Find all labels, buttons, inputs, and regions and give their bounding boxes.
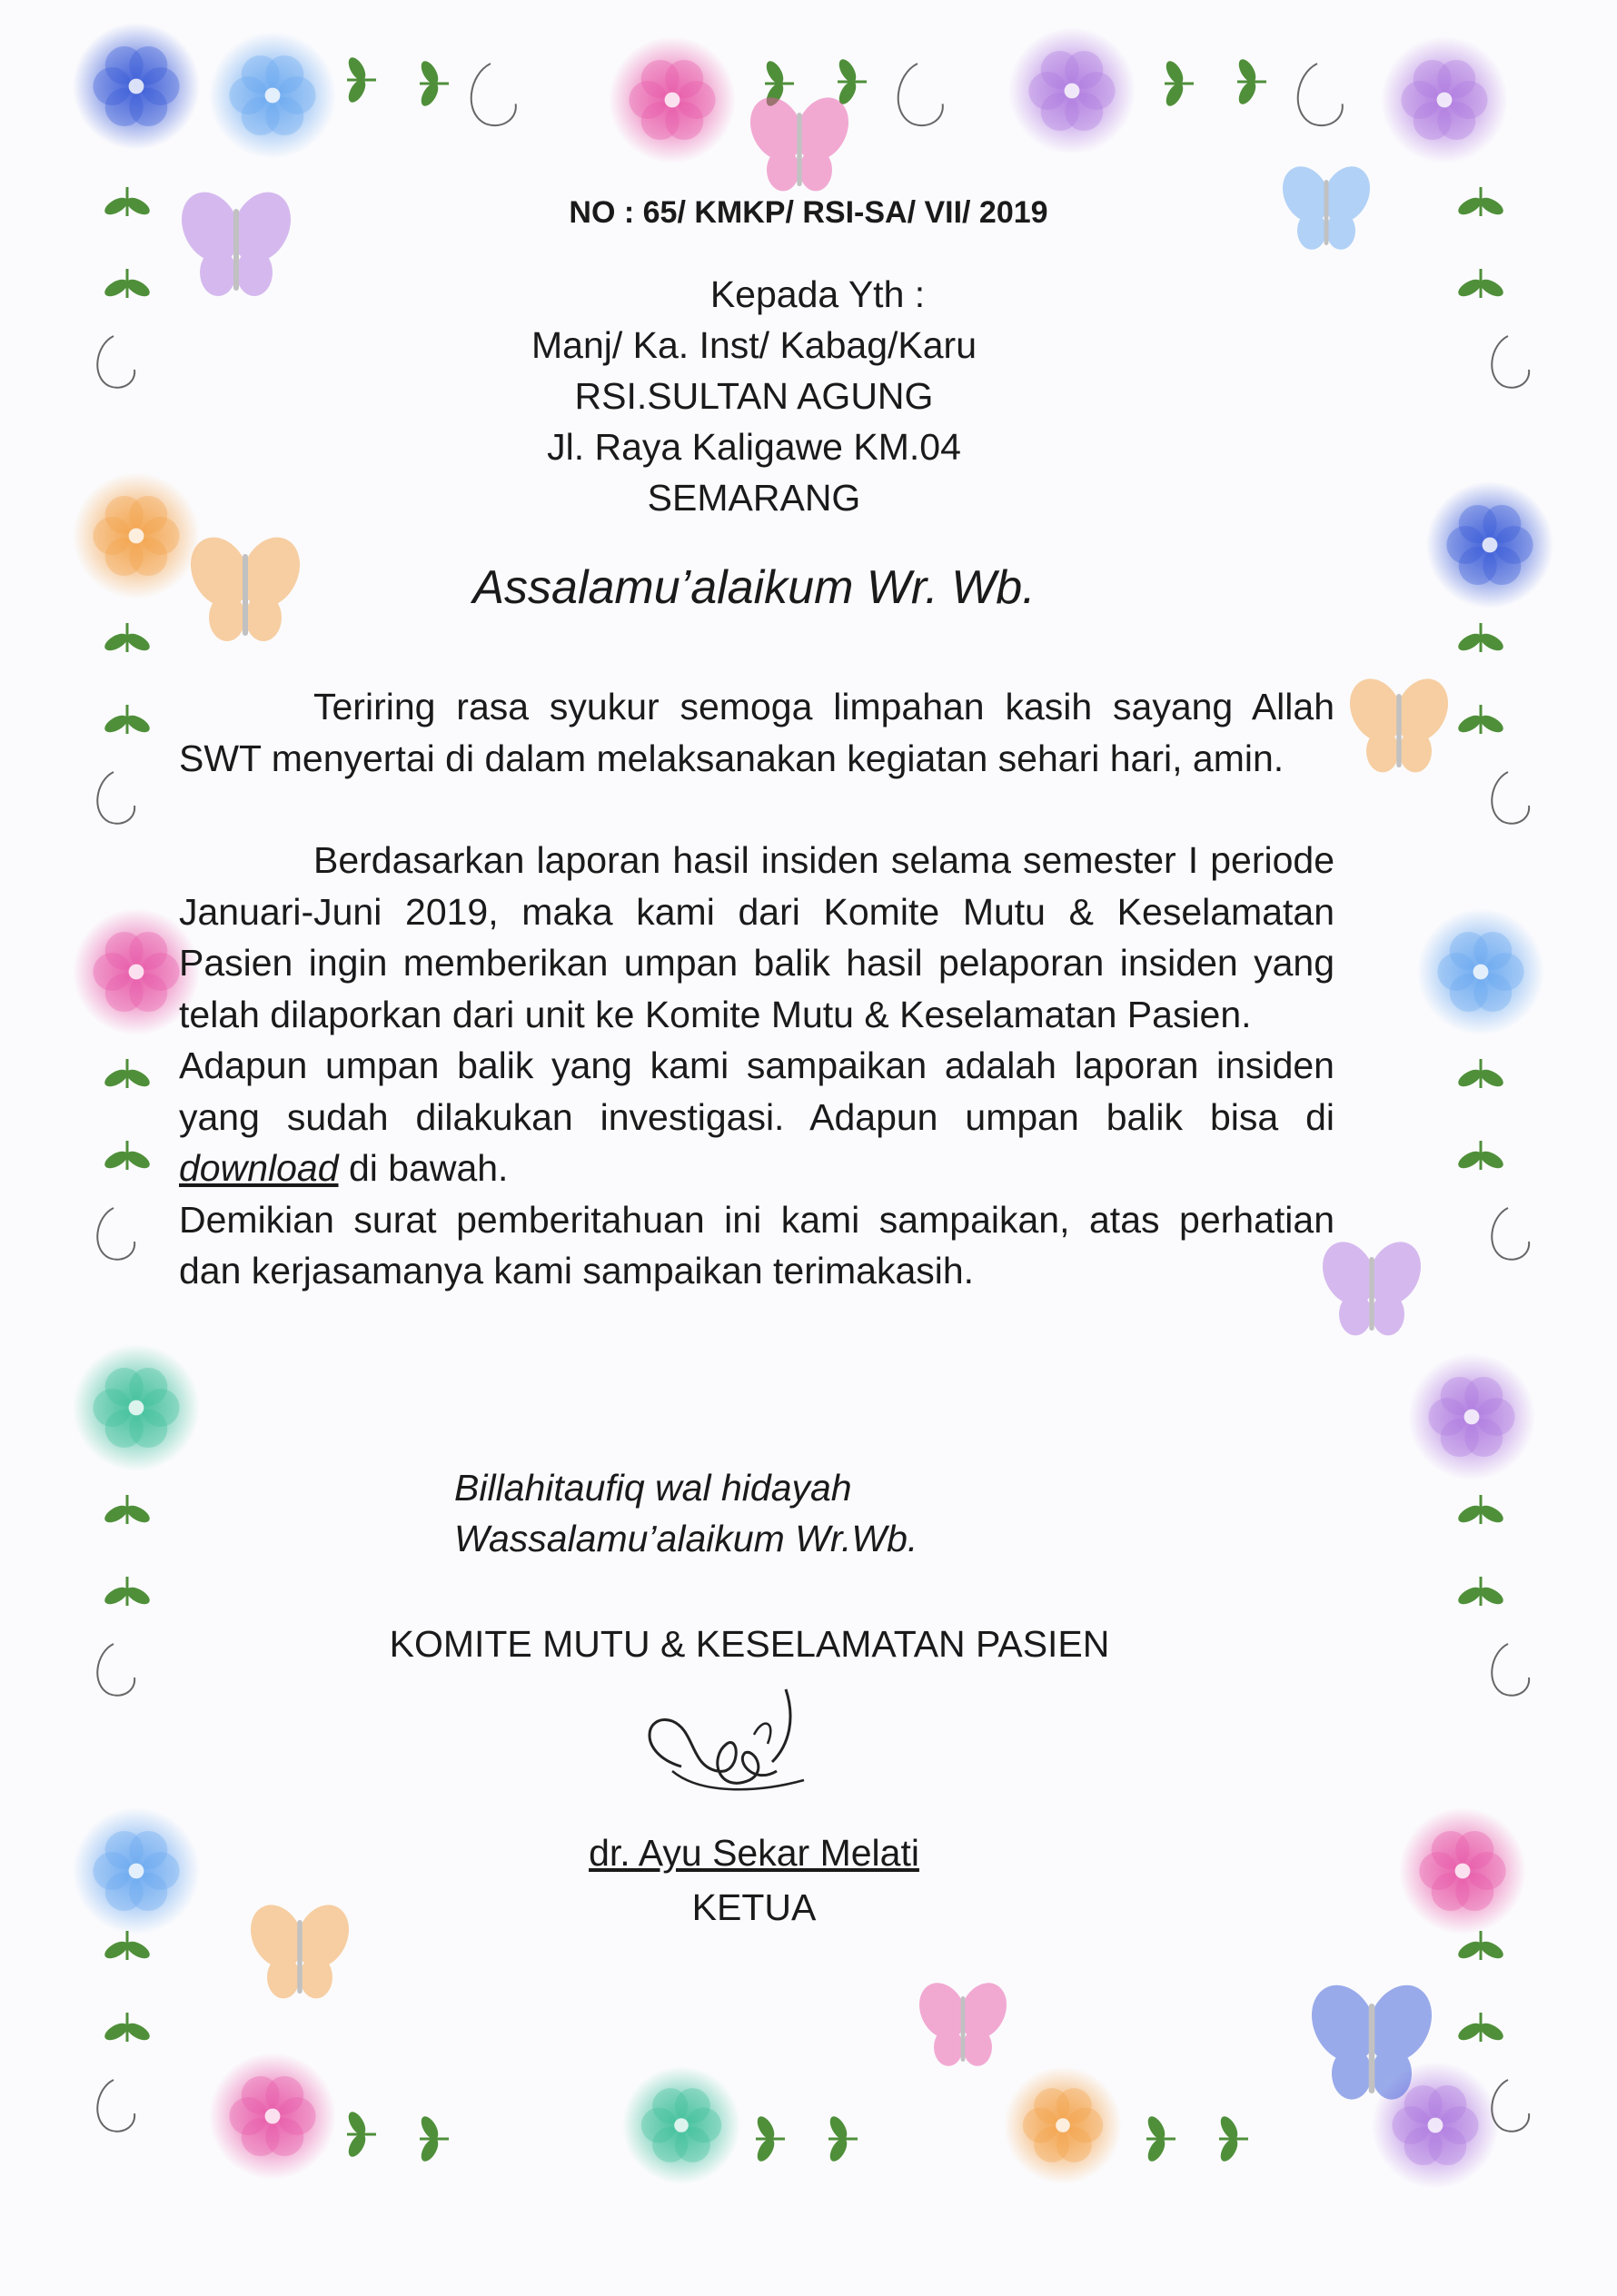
leaf-icon	[1455, 269, 1505, 300]
leaf-icon	[827, 2113, 858, 2163]
leaf-icon	[102, 1495, 152, 1526]
signature	[618, 1680, 854, 1835]
leaf-icon	[1455, 187, 1505, 218]
butterfly-icon	[740, 89, 858, 191]
butterfly-icon	[910, 1975, 1015, 2066]
leaf-icon	[345, 2109, 376, 2159]
vine-curl-icon	[97, 2080, 134, 2132]
recipient-to: Kepada Yth :	[709, 273, 926, 315]
leaf-icon	[345, 54, 376, 104]
recipient-line1: Manj/ Ka. Inst/ Kabag/Karu	[531, 324, 977, 366]
vine-curl-icon	[1492, 336, 1529, 388]
leaf-icon	[1455, 1141, 1505, 1172]
leaf-icon	[1455, 2013, 1505, 2044]
leaf-icon	[102, 187, 152, 218]
leaf-icon	[1455, 1059, 1505, 1090]
body-text	[179, 681, 1334, 1297]
vine-curl-icon	[898, 64, 943, 125]
vine-curl-icon	[1492, 1644, 1529, 1696]
paragraph-3: Adapun umpan balik yang kami sampaikan adalah laporan insiden yang sudah dilakukan investigasi. Adapun umpan balik bisa di download di bawah.	[179, 1044, 1334, 1189]
closing-line-1: Billahitaufiq wal hidayah	[454, 1467, 852, 1509]
leaf-icon	[102, 705, 152, 736]
flower-icon	[1417, 908, 1544, 1035]
flower-icon	[73, 1807, 200, 1935]
flower-icon	[1004, 2066, 1122, 2184]
download-link[interactable]: download	[179, 1147, 339, 1189]
leaf-icon	[1455, 1577, 1505, 1608]
flower-icon	[1381, 36, 1508, 163]
flower-icon	[1408, 1353, 1535, 1480]
recipient-block	[527, 269, 981, 523]
leaf-icon	[102, 1931, 152, 1962]
closing-line-2: Wassalamu’alaikum Wr.Wb.	[454, 1518, 918, 1559]
leaf-icon	[418, 2113, 449, 2163]
flower-icon	[1008, 27, 1136, 154]
flower-icon	[73, 472, 200, 599]
leaf-icon	[754, 2113, 785, 2163]
paragraph-4: Demikian surat pemberitahuan ini kami sampaikan, atas perhatian dan kerjasamanya kami sampaikan terimakasih.	[179, 1198, 1334, 1292]
leaf-icon	[1217, 2113, 1248, 2163]
vine-curl-icon	[97, 772, 134, 824]
butterfly-icon	[171, 183, 302, 296]
flower-icon	[1399, 1807, 1526, 1935]
leaf-icon	[102, 623, 152, 654]
butterfly-icon	[1340, 670, 1458, 772]
leaf-icon	[102, 1577, 152, 1608]
leaf-icon	[836, 56, 867, 106]
signatory-title: KETUA	[691, 1886, 817, 1928]
flower-icon	[622, 2066, 740, 2184]
vine-curl-icon	[1492, 772, 1529, 824]
butterfly-icon	[1274, 159, 1378, 250]
greeting: Assalamu’alaikum Wr. Wb.	[472, 561, 1036, 614]
leaf-icon	[1145, 2113, 1176, 2163]
flower-icon	[73, 23, 200, 150]
committee-name: KOMITE MUTU & KESELAMATAN PASIEN	[389, 1623, 1110, 1665]
vine-curl-icon	[97, 1208, 134, 1260]
recipient-line3: Jl. Raya Kaligawe KM.04	[547, 426, 961, 468]
vine-curl-icon	[1298, 64, 1343, 125]
recipient-city: SEMARANG	[647, 477, 861, 519]
leaf-icon	[102, 269, 152, 300]
vine-curl-icon	[1492, 1208, 1529, 1260]
signatory-name: dr. Ayu Sekar Melati	[589, 1832, 919, 1874]
leaf-icon	[1455, 1495, 1505, 1526]
leaf-icon	[1455, 623, 1505, 654]
paragraph-1: Teriring rasa syukur semoga limpahan kasih sayang Allah SWT menyertai di dalam melaksanakan kegiatan sehari hari, amin.	[179, 686, 1334, 779]
closing-block	[454, 1462, 918, 1564]
butterfly-icon	[180, 528, 311, 641]
butterfly-icon	[241, 1896, 359, 1998]
leaf-icon	[418, 58, 449, 108]
leaf-icon	[102, 1141, 152, 1172]
vine-curl-icon	[471, 64, 516, 125]
leaf-icon	[1163, 58, 1194, 108]
flower-icon	[73, 1344, 200, 1471]
recipient-line2: RSI.SULTAN AGUNG	[574, 375, 934, 417]
letter-number: NO : 65/ KMKP/ RSI-SA/ VII/ 2019	[569, 195, 1048, 230]
leaf-icon	[1455, 1931, 1505, 1962]
flower-icon	[209, 32, 336, 159]
flower-icon	[1426, 481, 1553, 609]
leaf-icon	[102, 2013, 152, 2044]
flower-icon	[209, 2053, 336, 2180]
leaf-icon	[1455, 705, 1505, 736]
flower-icon	[609, 36, 736, 163]
vine-curl-icon	[97, 336, 134, 388]
vine-curl-icon	[97, 1644, 134, 1696]
leaf-icon	[102, 1059, 152, 1090]
paragraph-2: Berdasarkan laporan hasil insiden selama semester I periode Januari-Juni 2019, maka kami dari Komite Mutu & Keselamatan Pasien ingin memberikan umpan balik hasil pelaporan insiden yang telah dilaporkan dari unit ke Komite Mutu & Keselamatan Pasien.	[179, 839, 1334, 1035]
leaf-icon	[1235, 56, 1266, 106]
